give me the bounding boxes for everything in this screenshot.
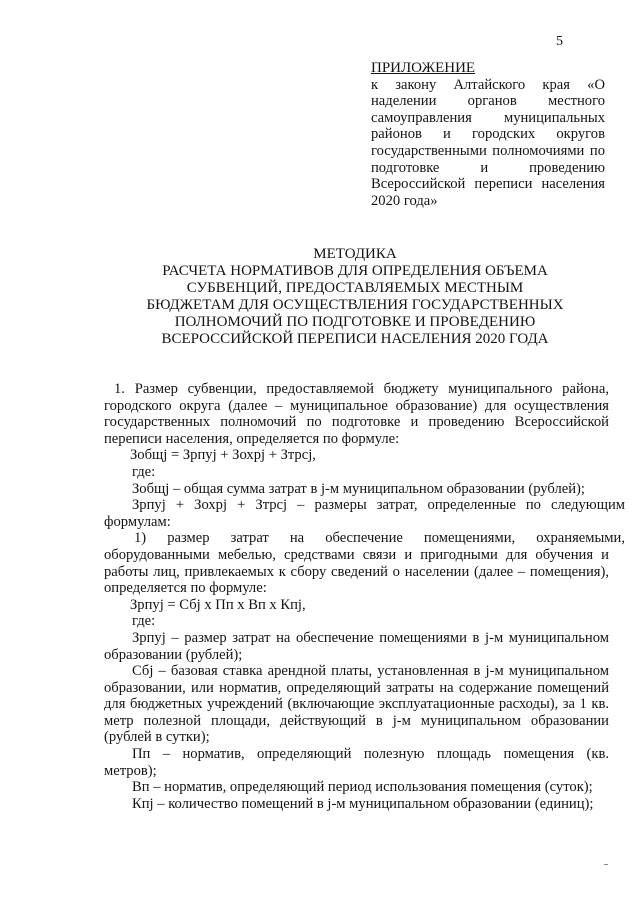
text-line: городского округа (далее – муниципальное образование) для осуществления (104, 397, 609, 414)
text-line: оборудованными мебелью, средствами связи и пригодными для обучения и (104, 546, 609, 563)
method-title-line: СУБВЕНЦИЙ, ПРЕДОСТАВЛЯЕМЫХ МЕСТНЫМ (186, 280, 524, 296)
definition-period: Вп – норматив, определяющий период использования помещения (суток); (132, 779, 593, 796)
paragraph-2 (104, 530, 625, 597)
text-line: метров); (104, 762, 157, 779)
method-title (60, 246, 640, 348)
definition-total: Зобщj – общая сумма затрат в j-м муниципальном образовании (рублей); (132, 480, 585, 497)
text-line: 1. Размер субвенции, предоставляемой бюджету муниципального района, (114, 381, 609, 397)
text-line: (рублей в сутки); (104, 729, 210, 746)
text-line: государственных полномочий по подготовке и проведению Всероссийской (104, 414, 609, 431)
text-line: работы лиц, привлекаемых к сбору сведений о населении (далее – помещения), (104, 563, 609, 580)
formula-premises: Зрпуj = Сбj x Пп x Вп x Кпj, (130, 596, 306, 613)
text-line: Зрпуj – размер затрат на обеспечение помещениями в j-м муниципальном (132, 629, 609, 646)
appendix-block (371, 60, 605, 209)
where-label: где: (132, 463, 156, 480)
scan-mark (604, 864, 608, 865)
definition-premises-cost (104, 629, 609, 663)
definition-count: Кпj – количество помещений в j-м муниципальном образовании (единиц); (132, 795, 594, 812)
page-number: 5 (556, 34, 563, 49)
method-title-line: БЮДЖЕТАМ ДЛЯ ОСУЩЕСТВЛЕНИЯ ГОСУДАРСТВЕННЫХ (146, 297, 564, 313)
text-line: Сбj – базовая ставка арендной платы, установленная в j-м муниципальном (132, 663, 609, 680)
definition-area (104, 746, 609, 779)
text-line: образовании, или норматив, определяющий затраты на содержание помещений (104, 679, 609, 696)
definition-base-rate (104, 663, 609, 746)
paragraph-1 (104, 381, 609, 447)
text-line: переписи населения, определяется по формуле: (104, 430, 400, 447)
text-line: определяется по формуле: (104, 580, 267, 597)
text-line: формулам: (104, 513, 171, 530)
where-label: где: (132, 613, 156, 630)
text-line: Зрпуj + Зохрj + Зтрсj – размеры затрат, определенные по следующим (132, 497, 625, 514)
formula-total: Зобщj = Зрпуj + Зохрj + Зтрсj, (130, 447, 316, 464)
method-title-line: ВСЕРОССИЙСКОЙ ПЕРЕПИСИ НАСЕЛЕНИЯ 2020 ГОДА (161, 331, 549, 347)
method-title-line: РАСЧЕТА НОРМАТИВОВ ДЛЯ ОПРЕДЕЛЕНИЯ ОБЪЕМА (162, 263, 548, 279)
text-line: для бюджетных учреждений (включающие эксплуатационные расходы), за 1 кв. (104, 696, 609, 713)
text-line: Пп – норматив, определяющий полезную площадь помещения (кв. (132, 746, 609, 763)
appendix-text: к закону Алтайского края «О наделении органов местного самоуправления муниципальных районов и городских округов государственными полномочиями по подготовке и проведению Всероссийской переписи населения 2020 года» (371, 76, 605, 209)
method-title-line: ПОЛНОМОЧИЙ ПО ПОДГОТОВКЕ И ПРОВЕДЕНИЮ (174, 314, 536, 330)
definition-components (104, 497, 625, 530)
text-line: 1) размер затрат на обеспечение помещениями, охраняемыми, (134, 530, 625, 547)
method-heading: МЕТОДИКА (313, 246, 397, 262)
appendix-title: ПРИЛОЖЕНИЕ (371, 60, 476, 76)
text-line: метр полезной площади, действующий в j-м муниципальном образовании (104, 712, 609, 729)
body-text (104, 381, 625, 812)
text-line: образовании (рублей); (104, 646, 243, 663)
